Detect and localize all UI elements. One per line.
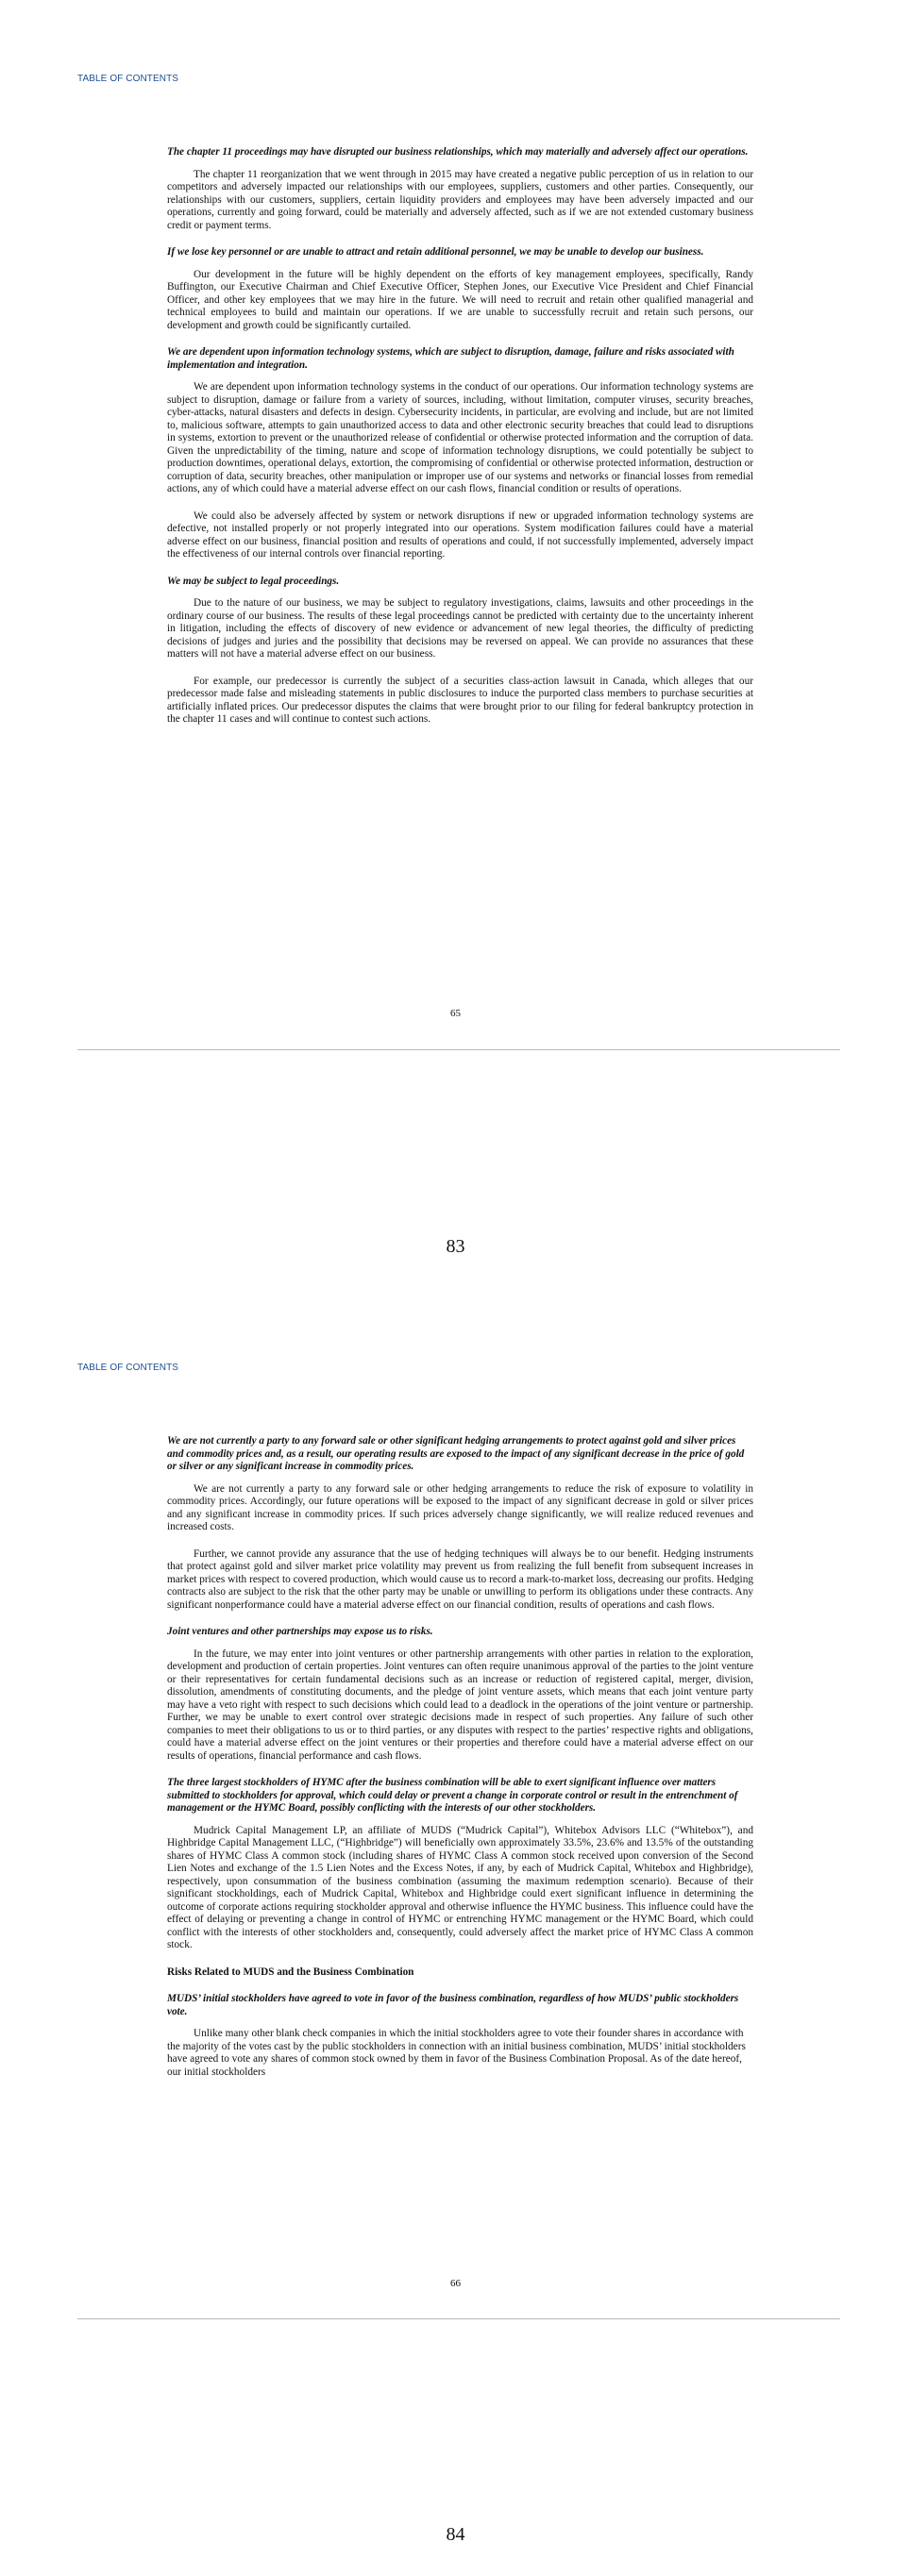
page-66-body [167,1435,753,2079]
risk-heading: MUDS’ initial stockholders have agreed to vote in favor of the business combination, regardless of how MUDS’ public stockholders vote. [167,1993,739,2017]
page-number: 66 [450,2278,461,2289]
risk-heading: The chapter 11 proceedings may have disrupted our business relationships, which may materially and adversely affect our operations. [167,146,749,158]
paragraph: Unlike many other blank check companies in which the initial stockholders agree to vote their founder shares in accordance with the majority of the votes cast by the public stockholders in connection with an initial business combination, MUDS’ initial stockholders have agreed to vote any shares of common stock owned by them in favor of the Business Combination Proposal. As of the date hereof, our initial stockholders [167,2028,746,2078]
page-divider [77,1049,840,1050]
paragraph: Due to the nature of our business, we may be subject to regulatory investigations, claims, lawsuits and other proceedings in the ordinary course of our business. The results of these legal proceedings cannot be predicted with certainty due to the uncertainty inherent in litigation, including the effects of discovery of new evidence or advancement of new legal theories, the difficulty of predicting decisions of judges and juries and the possibility that decisions may be reversed on appeal. We can provide no assurances that these matters will not have a material adverse effect on our business. [167,597,753,660]
risk-heading: We may be subject to legal proceedings. [167,575,340,587]
paragraph: We could also be adversely affected by system or network disruptions if new or upgraded information technology systems are defective, not installed properly or not properly integrated into our operations. System modification failures could have a material adverse effect on our business, financial position and results of operations and could, if not successfully implemented, adversely impact the effectiveness of our internal controls over financial reporting. [167,510,753,560]
paragraph: We are dependent upon information technology systems in the conduct of our operations. Our information technology systems are subject to disruption, damage or failure from a variety of sources, including, without limitation, computer viruses, security breaches, cyber-attacks, natural disasters and defects in design. Cybersecurity incidents, in particular, are evolving and include, but are not limited to, malicious software, attempts to gain unauthorized access to data and other electronic security breaches that could lead to disruptions in systems, extortion to prevent or the unauthorized release of confidential or otherwise protected information and the corruption of data. Given the unpredictability of the timing, nature and scope of information technology disruptions, we could potentially be subject to production downtimes, operational delays, extortion, the compromising of confidential or otherwise protected information, destruction or corruption of data, security breaches, other manipulation or improper use of our systems and networks or financial losses from remedial actions, any of which could have a material adverse effect on our cash flows, financial condition or results of operations. [167,381,753,494]
paragraph: In the future, we may enter into joint ventures or other partnership arrangements with other parties in relation to the exploration, development and production of certain properties. Joint ventures can often require unanimous approval of the parties to the joint venture or their representatives for certain fundamental decisions such as an increase or reduction of registered capital, merger, division, dissolution, amendments of constituting documents, and the pledge of joint venture assets, which means that each joint venture party may have a veto right with respect to such decisions which could lead to a deadlock in the operations of the joint venture or partnership. Further, we may be unable to exert control over strategic decisions made in respect of such properties. Any failure of such other companies to meet their obligations to us or to third parties, or any disputes with respect to the parties’ respective rights and obligations, could have a material adverse effect on the joint ventures or their properties and therefore could have a material adverse effect on our results of operations, financial performance and cash flows. [167,1648,753,1762]
table-of-contents-link[interactable]: TABLE OF CONTENTS [77,74,179,84]
pdf-page-number: 84 [446,2524,465,2545]
section-subheading: Risks Related to MUDS and the Business Combination [167,1965,414,1978]
paragraph: The chapter 11 reorganization that we went through in 2015 may have created a negative public perception of us in relation to our competitors and adversely impacted our relationships with our employees, suppliers, customers and other parties. Consequently, our relationships with our customers, suppliers, certain liquidity providers and employees may have been adversely impacted and our operations, currently and going forward, could be materially and adversely affected, such as if we are not extended customary business credit or payment terms. [167,168,753,231]
paragraph: We are not currently a party to any forward sale or other hedging arrangements to reduce the risk of exposure to volatility in commodity prices. Accordingly, our future operations will be exposed to the impact of any significant decrease in gold or silver prices and any significant increase in commodity prices. If such prices adversely change significantly, we will realize reduced revenues and increased costs. [167,1482,753,1532]
risk-heading: The three largest stockholders of HYMC after the business combination will be able to exert significant influence over matters submitted to stockholders for approval, which could delay or prevent a change in corporate control or result in the entrenchment of management or the HYMC Board, possibly conflicting with the interests of our other stockholders. [167,1777,738,1814]
risk-heading: We are dependent upon information technology systems, which are subject to disruption, damage, failure and risks associated with implementation and integration. [167,346,734,371]
pdf-page-number: 83 [446,1236,465,1257]
paragraph: Our development in the future will be highly dependent on the efforts of key management employees, specifically, Randy Buffington, our Executive Chairman and Chief Executive Officer, Stephen Jones, our Executive Vice President and Chief Financial Officer, and other key employees that we may hire in the future. We will need to recruit and retain other qualified managerial and technical employees to build and maintain our operations. If we are unable to successfully recruit and retain such persons, our development and growth could be significantly curtailed. [167,268,753,331]
risk-heading: Joint ventures and other partnerships may expose us to risks. [167,1626,433,1637]
risk-heading: We are not currently a party to any forward sale or other significant hedging arrangements to protect against gold and silver prices and commodity prices and, as a result, our operating results are exposed to the impact of any significant decrease in the price of gold or silver or any significant increase in commodity prices. [167,1435,745,1472]
risk-heading: If we lose key personnel or are unable to attract and retain additional personnel, we may be unable to develop our business. [167,246,704,258]
table-of-contents-link[interactable]: TABLE OF CONTENTS [77,1363,179,1373]
page-divider [77,2318,840,2319]
page-number: 65 [450,1008,461,1019]
page-65-body [167,146,753,727]
paragraph: Mudrick Capital Management LP, an affiliate of MUDS (“Mudrick Capital”), Whitebox Advisors LLC (“Whitebox”), and Highbridge Capital Management LLC, (“Highbridge”) will beneficially own approximately 33.5%, 23.6% and 13.5% of the outstanding shares of HYMC Class A common stock (including shares of HYMC Class A common stock received upon conversion of the Second Lien Notes and exchange of the 1.5 Lien Notes and the Excess Notes, if any, by each of Mudrick Capital, Whitebox and Highbridge), respectively, upon consummation of the business combination (assuming the maximum redemption scenario). Because of their significant stockholdings, each of Mudrick Capital, Whitebox and Highbridge could exert significant influence in determining the outcome of corporate actions requiring stockholder approval and otherwise influence the HYMC business. This influence could have the effect of delaying or preventing a change in control of HYMC or entrenching HYMC management or the HYMC Board, which could conflict with the interests of other stockholders and, consequently, could adversely affect the market price of HYMC Class A common stock. [167,1824,753,1950]
paragraph: Further, we cannot provide any assurance that the use of hedging techniques will always be to our benefit. Hedging instruments that protect against gold and silver market price volatility may prevent us from realizing the full benefit from subsequent increases in market prices with respect to covered production, which would cause us to record a mark-to-market loss, decreasing our profits. Hedging contracts also are subject to the risk that the other party may be unable or unwilling to perform its obligations under these contracts. Any significant nonperformance could have a material adverse effect on our financial condition, results of operations and cash flows. [167,1547,753,1611]
paragraph: For example, our predecessor is currently the subject of a securities class-action lawsuit in Canada, which alleges that our predecessor made false and misleading statements in public disclosures to induce the purported class members to purchase securities at artificially inflated prices. Our predecessor disputes the claims that were brought prior to our filing for federal bankruptcy protection in the chapter 11 cases and will continue to contest such actions. [167,675,753,725]
